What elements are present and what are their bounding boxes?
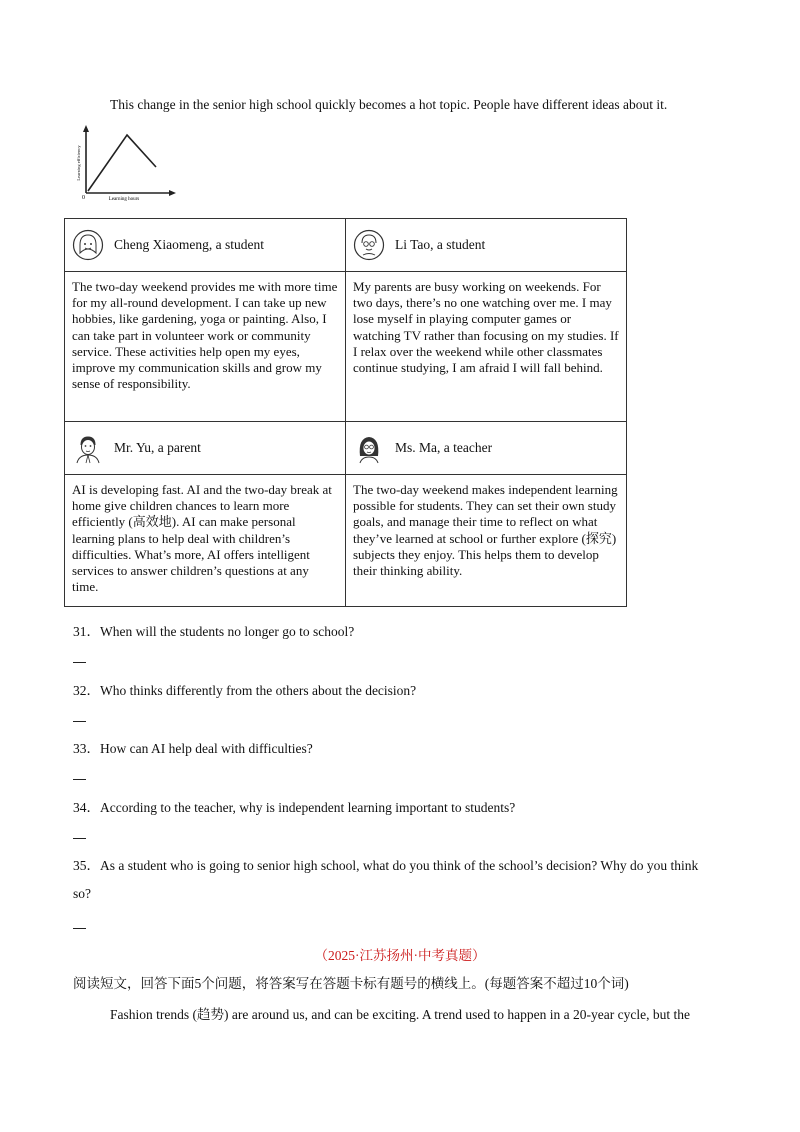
opinion-name: Mr. Yu, a parent — [114, 439, 201, 455]
answer-blank-35[interactable] — [73, 928, 86, 929]
opinion-text-cheng: The two-day weekend provides me with more time for my all-round development. I can take up new hobbies, like gardening, yoga or painting. Also, I can take part in volunteer work or community service. These activities help open my eyes, improve my communication skills and grow my sense of responsibility. — [65, 272, 346, 422]
opinion-header-ma — [346, 422, 627, 475]
opinion-name: Li Tao, a student — [395, 236, 486, 252]
opinion-name: Ms. Ma, a teacher — [395, 439, 493, 455]
x-axis-arrow — [169, 190, 176, 196]
question-35: 35．As a student who is going to senior high school, what do you think of the school’s decision? Why do you think — [73, 858, 699, 873]
learning-efficiency-graph — [72, 123, 176, 201]
question-31: 31．When will the students no longer go to school? — [73, 624, 355, 639]
x-axis-label: Learning hours — [108, 197, 140, 201]
question-32: 32．Who thinks differently from the others about the decision? — [73, 683, 417, 698]
question-35-continued: so? — [73, 886, 91, 901]
question-33: 33．How can AI help deal with difficulties? — [73, 741, 313, 756]
y-axis-label: Learning efficiency — [76, 145, 81, 181]
answer-blank-33[interactable] — [73, 779, 86, 780]
opinion-text-yu: AI is developing fast. AI and the two-day break at home give children chances to learn more efficiently (高效地). AI can make personal learning plans to help deal with children’s difficulties. What’s more, AI offers intelligent services to answer children’s questions at any time. — [65, 475, 346, 607]
opinion-text-ma: The two-day weekend makes independent learning possible for students. They can set their own study goals, and manage their time to reflect on what they’ve learned at school or further explore (探究) subjects they enjoy. This helps them to develop their thinking ability. — [346, 475, 627, 607]
man-avatar-icon — [72, 432, 104, 464]
opinion-header-cheng — [65, 219, 346, 272]
answer-blank-32[interactable] — [73, 721, 86, 722]
girl-glasses-avatar-icon — [353, 229, 385, 261]
answer-blank-34[interactable] — [73, 838, 86, 839]
woman-avatar-icon — [353, 432, 385, 464]
origin-label: 0 — [82, 195, 85, 201]
opinion-name: Cheng Xiaomeng, a student — [114, 236, 264, 252]
opinion-header-yu — [65, 422, 346, 475]
opinion-header-li — [346, 219, 627, 272]
intro-sentence: This change in the senior high school quickly becomes a hot topic. People have different ideas about it. — [110, 97, 668, 112]
source-label: （2025·江苏扬州·中考真题） — [314, 948, 486, 963]
opinions-table — [64, 218, 627, 607]
question-34: 34．According to the teacher, why is independent learning important to students? — [73, 800, 516, 815]
girl-avatar-icon — [72, 229, 104, 261]
y-axis-arrow — [83, 125, 89, 132]
efficiency-curve — [88, 135, 156, 191]
opinion-text-li: My parents are busy working on weekends. For two days, there’s no one watching over me. I may lose myself in playing computer games or watching TV rather than focusing on my studies. If I relax over the weekend while other classmates continue studying, I am afraid I will fall behind. — [346, 272, 627, 422]
reading-instructions: 阅读短文，回答下面5个问题，将答案写在答题卡标有题号的横线上。(每题答案不超过10个词) — [73, 976, 629, 991]
answer-blank-31[interactable] — [73, 662, 86, 663]
passage-first-line: Fashion trends (趋势) are around us, and can be exciting. A trend used to happen in a 20-year cycle, but the — [110, 1007, 690, 1022]
